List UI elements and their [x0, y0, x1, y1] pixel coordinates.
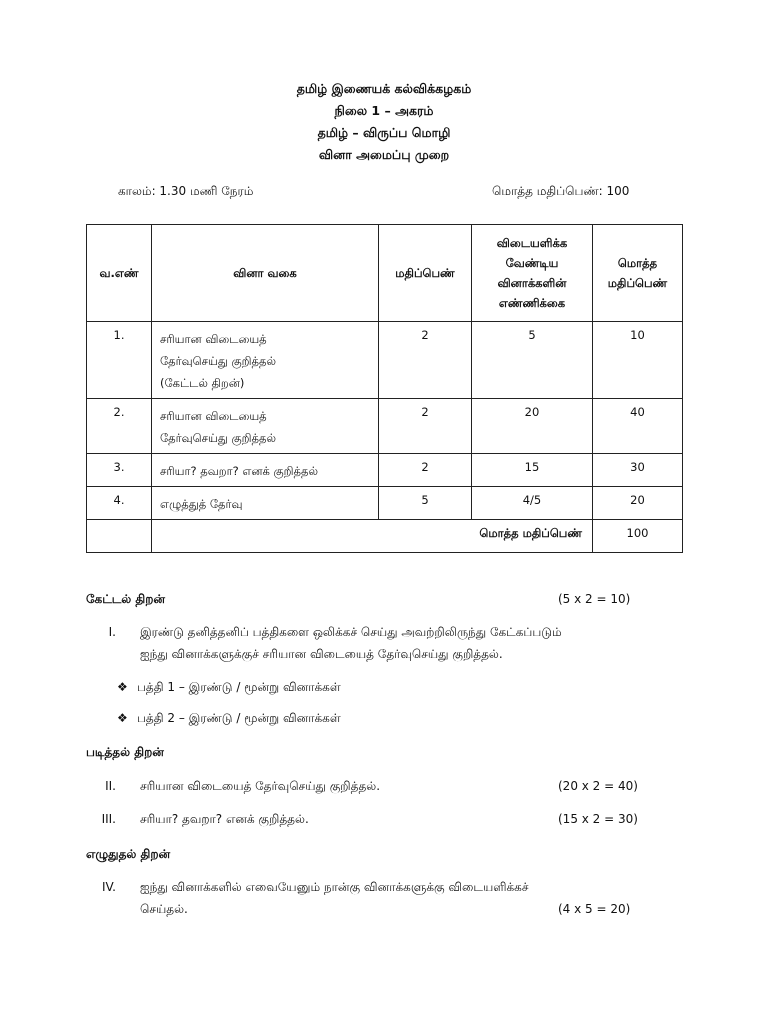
row-question-type: சரியா? தவறா? எனக் குறித்தல்: [152, 454, 379, 487]
level-title: நிலை 1 – அகரம்: [334, 103, 434, 118]
listening-item-number: I.: [108, 625, 116, 639]
table-row: [87, 322, 683, 399]
exam-total-marks: மொத்த மதிப்பெண்: 100: [492, 184, 630, 198]
header-serial-no: வ.எண்: [87, 225, 152, 322]
question-pattern-table: [86, 224, 683, 553]
row-marks: 2: [379, 322, 472, 399]
row-serial-no: 3.: [87, 454, 152, 487]
row-marks: 2: [379, 399, 472, 454]
listening-bullet-1: ❖ பத்தி 1 – இரண்டு / மூன்று வினாக்கள்: [117, 680, 341, 694]
writing-section-title: எழுதுதல் திறன்: [86, 847, 171, 861]
table-row: [87, 399, 683, 454]
header-marks: மதிப்பெண்: [379, 225, 472, 322]
row-count: 20: [472, 399, 593, 454]
row-serial-no: 2.: [87, 399, 152, 454]
reading-item-3-text: சரியா? தவறா? எனக் குறித்தல்.: [140, 812, 309, 826]
reading-item-2-marks: (20 x 2 = 40): [558, 779, 638, 793]
table-header-row: [87, 225, 683, 322]
reading-item-3-marks: (15 x 2 = 30): [558, 812, 638, 826]
row-total: 40: [593, 399, 683, 454]
diamond-bullet-icon: ❖: [117, 680, 128, 694]
listening-section-title: கேட்டல் திறன்: [86, 592, 166, 606]
row-marks: 5: [379, 487, 472, 520]
row-serial-no: 1.: [87, 322, 152, 399]
row-total: 30: [593, 454, 683, 487]
reading-item-3-number: III.: [101, 812, 116, 826]
document-header: [0, 78, 768, 166]
listening-item-text: இரண்டு தனித்தனிப் பத்திகளை ஒலிக்கச் செய்து அவற்றிலிருந்து கேட்கப்படும் ஐந்து வினாக்களுக்குச் சரியான விடையைத் தேர்வுசெய்து குறித்தல்.: [140, 625, 562, 661]
row-question-type: சரியான விடையைத் தேர்வுசெய்து குறித்தல்: [152, 399, 379, 454]
row-total: 20: [593, 487, 683, 520]
row-serial-no: 4.: [87, 487, 152, 520]
row-count: 5: [472, 322, 593, 399]
reading-item-2-text: சரியான விடையைத் தேர்வுசெய்து குறித்தல்.: [140, 779, 381, 793]
header-question-count: விடையளிக்க வேண்டிய வினாக்களின் எண்ணிக்கை: [472, 225, 593, 322]
total-row-empty-cell: [87, 520, 152, 553]
subject-title: தமிழ் – விருப்ப மொழி: [317, 125, 451, 140]
row-count: 4/5: [472, 487, 593, 520]
row-count: 15: [472, 454, 593, 487]
row-question-type: எழுத்துத் தேர்வு: [152, 487, 379, 520]
row-marks: 2: [379, 454, 472, 487]
total-row-label: மொத்த மதிப்பெண்: [152, 520, 593, 553]
writing-item-marks: (4 x 5 = 20): [558, 902, 631, 916]
row-question-type: சரியான விடையைத் தேர்வுசெய்து குறித்தல் (கேட்டல் திறன்): [152, 322, 379, 399]
listening-section-marks: (5 x 2 = 10): [558, 592, 631, 606]
total-row-value: 100: [593, 520, 683, 553]
pattern-title: வினா அமைப்பு முறை: [318, 147, 450, 162]
table-total-row: [87, 520, 683, 553]
institution-title: தமிழ் இணையக் கல்விக்கழகம்: [296, 81, 472, 96]
diamond-bullet-icon: ❖: [117, 711, 128, 725]
table-row: [87, 487, 683, 520]
writing-item-text: ஐந்து வினாக்களில் எவையேனும் நான்கு வினாக்களுக்கு விடையளிக்கச் செய்தல்.: [140, 880, 529, 916]
row-total: 10: [593, 322, 683, 399]
table-row: [87, 454, 683, 487]
header-question-type: வினா வகை: [152, 225, 379, 322]
reading-item-2-number: II.: [105, 779, 116, 793]
reading-section-title: படித்தல் திறன்: [86, 745, 164, 759]
writing-item-number: IV.: [101, 880, 116, 894]
exam-duration: காலம்: 1.30 மணி நேரம்: [118, 184, 254, 198]
listening-bullet-2: ❖ பத்தி 2 – இரண்டு / மூன்று வினாக்கள்: [117, 711, 341, 725]
header-total-marks: மொத்த மதிப்பெண்: [593, 225, 683, 322]
